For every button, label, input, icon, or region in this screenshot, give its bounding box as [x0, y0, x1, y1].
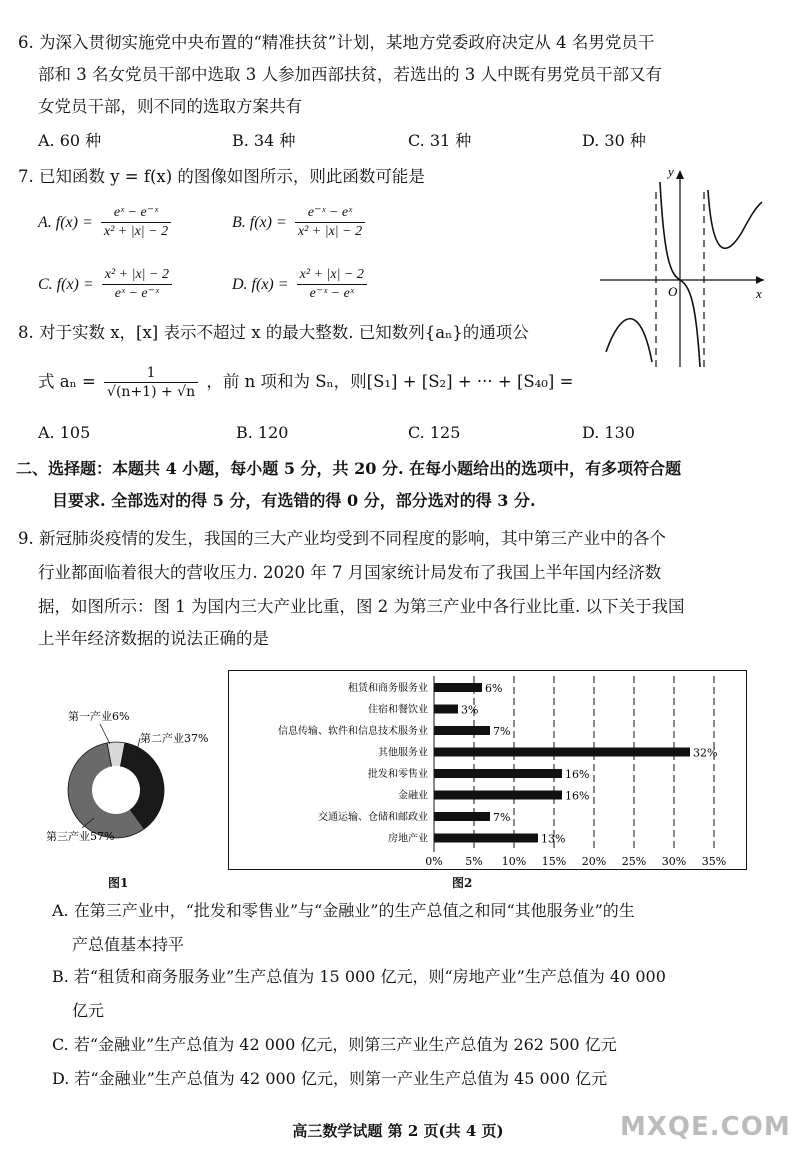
bar-tick-labels [425, 855, 726, 868]
category-label: 信息传输、软件和信息技术服务业 [278, 726, 428, 737]
bar [434, 705, 458, 714]
q8-line1: 8. 对于实数 x，[x] 表示不超过 x 的最大整数. 已知数列{aₙ}的通项公 [18, 323, 529, 342]
q9-option-d: D. 若“金融业”生产总值为 42 000 亿元，则第一产业生产总值为 45 000 亿元 [52, 1069, 608, 1088]
page-footer: 高三数学试题 第 2 页(共 4 页) [292, 1122, 504, 1140]
q7-option-d [232, 266, 370, 303]
q9-line1: 9. 新冠肺炎疫情的发生，我国的三大产业均受到不同程度的影响，其中第三产业中的各个 [18, 529, 666, 548]
q9-option-b-line1: B. 若“租赁和商务服务业”生产总值为 15 000 亿元，则“房地产业”生产总值为 40 000 [52, 967, 666, 986]
curve-right-branch [708, 190, 762, 248]
q9-line2: 行业都面临着很大的营收压力. 2020 年 7 月国家统计局发布了我国上半年国内经济数 [38, 563, 662, 582]
figure1-donut-chart [40, 700, 230, 850]
bar-value-label: 7% [493, 811, 511, 824]
graph-y-label: y [668, 164, 674, 179]
section2-heading-line1: 二、选择题：本题共 4 小题，每小题 5 分，共 20 分. 在每小题给出的选项中，有多项符合题 [16, 459, 682, 478]
x-axis-arrow-icon [756, 276, 764, 284]
graph-x-label: x [756, 286, 762, 301]
figure1-caption: 图1 [108, 876, 129, 890]
bar [434, 748, 690, 757]
bar [434, 834, 538, 843]
q7-c-den: eˣ − e⁻ˣ [114, 286, 159, 301]
pie-label-tertiary: 第三产业57% [46, 830, 115, 843]
q7-c-label: C. f(x) = [38, 276, 94, 293]
q7-d-den: e⁻ˣ − eˣ [309, 286, 354, 301]
category-label: 住宿和餐饮业 [368, 704, 428, 716]
q8-frac-den: √(n+1) + √n [107, 384, 196, 400]
q7-d-label: D. f(x) = [232, 276, 289, 293]
bar [434, 769, 562, 778]
category-label: 房地产业 [388, 833, 428, 845]
bar-value-label: 16% [565, 789, 590, 803]
q8-frac-num: 1 [104, 364, 198, 383]
q8-line2 [38, 364, 573, 401]
q9-option-a-line1: A. 在第三产业中，“批发和零售业”与“金融业”的生产总值之和同“其他服务业”的生 [52, 901, 635, 920]
bar-value-label: 3% [461, 703, 479, 717]
q9-option-a-line2: 产总值基本持平 [72, 935, 185, 954]
x-tick-label: 25% [621, 855, 647, 868]
q8-option-c: C. 125 [408, 423, 461, 442]
q7-a-label: A. f(x) = [38, 214, 93, 231]
q7-a-num: eˣ − e⁻ˣ [101, 204, 171, 223]
x-tick-label: 5% [465, 855, 483, 868]
q7-c-num: x² + |x| − 2 [102, 266, 172, 285]
q7-option-c [38, 266, 175, 303]
q7-function-graph [592, 162, 772, 372]
curve-left-branch [606, 319, 652, 362]
section2-heading-line2: 目要求. 全部选对的得 5 分，有选错的得 0 分，部分选对的得 3 分. [52, 491, 536, 510]
q9-line3: 据，如图所示：图 1 为国内三大产业比重，图 2 为第三产业中各行业比重. 以下关于我国 [38, 597, 685, 616]
q8-formula-prefix: 式 aₙ = [38, 372, 96, 391]
bar-grid [434, 676, 714, 852]
x-tick-label: 30% [661, 855, 687, 868]
pie-label-primary: 第一产业6% [68, 710, 130, 723]
pie-leader-primary [100, 724, 110, 744]
q7-b-den: x² + |x| − 2 [297, 224, 363, 239]
q7-d-num: x² + |x| − 2 [297, 266, 367, 285]
donut-hole [92, 766, 140, 814]
q9-line4: 上半年经济数据的说法正确的是 [38, 629, 269, 648]
bar [434, 812, 490, 821]
q7-stem: 7. 已知函数 y = f(x) 的图像如图所示，则此函数可能是 [18, 167, 425, 186]
q7-option-b [232, 204, 368, 241]
bar-value-label: 13% [541, 832, 566, 846]
bar-value-label: 6% [485, 682, 503, 695]
q6-option-b: B. 34 种 [232, 131, 296, 150]
q9-option-b-line2: 亿元 [72, 1001, 105, 1020]
figure2-bar-chart [228, 670, 748, 870]
bar-value-label: 32% [693, 746, 718, 760]
bar [434, 791, 562, 800]
q8-option-a: A. 105 [38, 423, 91, 442]
graph-origin-label: O [668, 284, 678, 299]
q7-a-den: x² + |x| − 2 [103, 224, 169, 239]
q8-formula-suffix: ，前 n 项和为 Sₙ，则[S₁] + [S₂] + ··· + [S₄₀] = [206, 372, 574, 391]
y-axis-arrow-icon [676, 170, 684, 179]
q7-a-frac [101, 204, 171, 241]
x-tick-label: 15% [541, 855, 567, 868]
q8-option-d: D. 130 [582, 423, 635, 442]
q7-b-num: e⁻ˣ − eˣ [295, 204, 365, 223]
q6-option-d: D. 30 种 [582, 131, 646, 150]
q6-line3: 女党员干部，则不同的选取方案共有 [38, 97, 302, 116]
x-tick-label: 35% [701, 855, 727, 868]
bar-value-label: 16% [565, 768, 590, 781]
q6-line1: 6. 为深入贯彻实施党中央布置的“精准扶贫”计划，某地方党委政府决定从 4 名男党员干 [18, 33, 655, 52]
category-label: 金融业 [398, 790, 428, 802]
x-tick-label: 20% [581, 855, 607, 868]
x-tick-label: 10% [501, 855, 527, 868]
q7-b-label: B. f(x) = [232, 214, 287, 231]
q6-line2: 部和 3 名女党员干部中选取 3 人参加西部扶贫，若选出的 3 人中既有男党员干部又有 [38, 65, 662, 84]
pie-label-secondary: 第二产业37% [140, 732, 209, 745]
q7-b-frac [295, 204, 365, 241]
q9-option-c: C. 若“金融业”生产总值为 42 000 亿元，则第三产业生产总值为 262 500 亿元 [52, 1035, 617, 1054]
q8-option-b: B. 120 [236, 423, 289, 442]
category-label: 租赁和商务服务业 [348, 683, 428, 694]
category-label: 批发和零售业 [368, 769, 428, 780]
q6-option-c: C. 31 种 [408, 131, 472, 150]
category-label: 交通运输、仓储和邮政业 [318, 812, 428, 823]
x-tick-label: 0% [425, 855, 443, 868]
bar-category-labels [278, 681, 428, 845]
category-label: 其他服务业 [378, 747, 428, 759]
q7-option-a [38, 204, 174, 241]
bar-value-label: 7% [493, 725, 511, 738]
bar [434, 726, 490, 735]
q6-option-a: A. 60 种 [38, 131, 102, 150]
q7-c-frac [102, 266, 172, 303]
watermark-logo: MXQE.COM [620, 1112, 791, 1142]
bar [434, 683, 482, 692]
q8-frac [104, 364, 198, 401]
figure2-caption: 图2 [452, 876, 473, 890]
bar-marks [434, 682, 717, 846]
q7-d-frac [297, 266, 367, 303]
